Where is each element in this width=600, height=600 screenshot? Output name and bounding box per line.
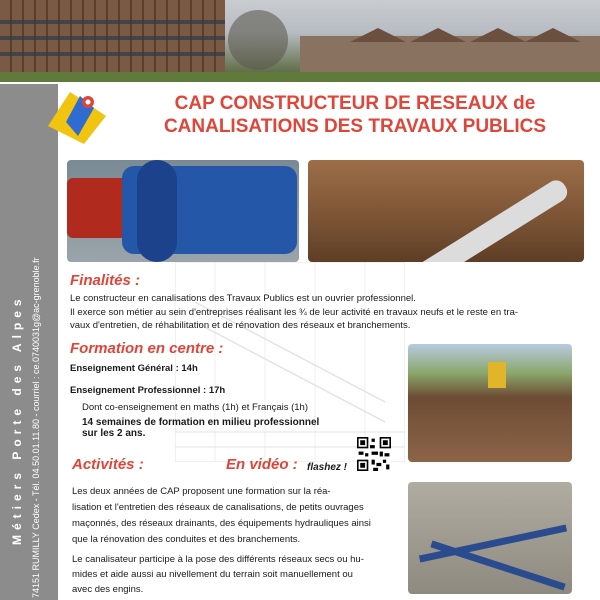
activites-paragraph-2: Le canalisateur participe à la pose des différents réseaux secs ou hu- mides et aide aussi au nivellement du terrain soit manuellement ou avec des engins. — [72, 554, 364, 595]
formation-coenseignement: Dont co-enseignement en maths (1h) et Français (1h) — [82, 402, 308, 413]
finalites-text: Le constructeur en canalisations des Travaux Publics est un ouvrier professionnel. Il exerce son métier au sein d'entreprises réalisant les ¾ de leur activité en travaux neufs et le reste en tra- vaux d'entretien, de réhabilitation et de rénovation des réseaux et branchements. — [70, 293, 519, 331]
page-title: CAP CONSTRUCTEUR DE RESEAUX de CANALISATIONS DES TRAVAUX PUBLICS — [163, 93, 547, 137]
qr-code-icon[interactable] — [357, 437, 391, 471]
school-building — [0, 0, 225, 79]
training-yard-photo — [408, 482, 572, 594]
video-label: En vidéo : — [226, 456, 298, 473]
finalites-heading: Finalités : — [70, 272, 141, 289]
activites-paragraph-1: Les deux années de CAP proposent une formation sur la réa- lisation et l'entretien des réseaux de canalisations, de petits ouvrages maçonnés, des réseaux drainants, des équipements hydrauliques ainsi que la rénovation des conduites et des branchements. — [72, 486, 371, 545]
header-photo — [0, 0, 600, 82]
activites-heading: Activités : — [72, 456, 144, 473]
pipe-fitting-photo — [67, 160, 299, 262]
formation-professionnel: Enseignement Professionnel : 17h — [70, 385, 226, 396]
side-motto: Métiers Porte des Alpes — [10, 294, 24, 545]
side-strip — [0, 84, 58, 600]
formation-heading: Formation en centre : — [70, 340, 224, 357]
logo-icon — [44, 86, 110, 148]
formation-general: Enseignement Général : 14h — [70, 363, 198, 374]
formation-stage: 14 semaines de formation en milieu professionnel sur les 2 ans. — [82, 417, 320, 439]
flashez-label: flashez ! — [307, 462, 348, 473]
trench-pipe-photo — [308, 160, 584, 262]
excavation-photo — [408, 344, 572, 462]
school-pavilions — [300, 36, 600, 76]
side-contact: 74151 RUMILLY Cedex - Tél. 04.50.01.11.80 - courriel : ce.0740031g@ac-grenoble.fr — [31, 257, 41, 598]
